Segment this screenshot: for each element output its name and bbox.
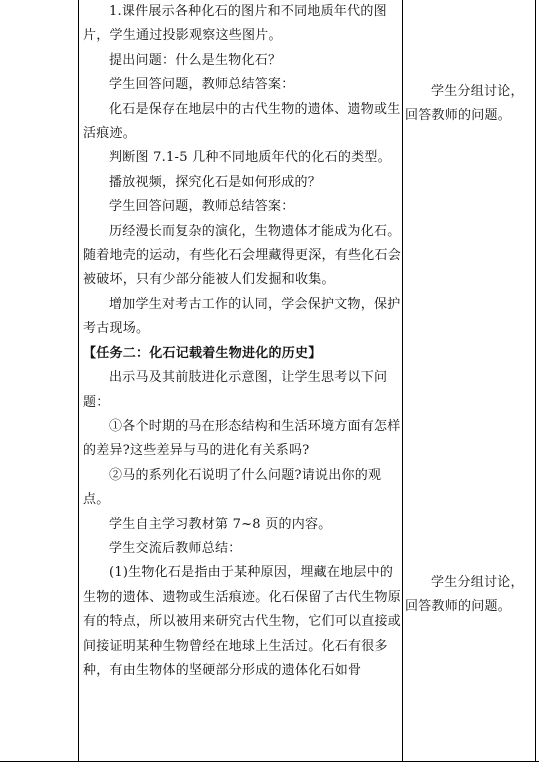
table-border-middle	[402, 0, 403, 762]
lesson-content-column	[83, 0, 401, 683]
lesson-paragraph: ②马的系列化石说明了什么问题?请说出你的观点。	[83, 467, 382, 508]
lesson-paragraph: (1)生物化石是指由于某种原因，埋藏在地层中的生物的遗体、遗物或生活痕迹。化石保留了古代生物原有的特点，所以被用来研究古代生物，它们可以直接或间接证明某种生物曾经在地球上生活过。化石有很多种，有由生物体的坚硬部分形成的遗体化石如骨	[83, 565, 402, 678]
table-border-left	[78, 0, 79, 762]
lesson-paragraph: 学生自主学习教材第 7~8 页的内容。	[109, 516, 332, 532]
lesson-paragraph: 学生交流后教师总结：	[109, 540, 242, 556]
lesson-paragraph: 1.课件展示各种化石的图片和不同地质年代的图片，学生通过投影观察这些图片。	[83, 4, 387, 44]
student-activity-text: 学生分组讨论，回答教师的问题。	[405, 575, 524, 615]
student-activity-note-1	[405, 80, 533, 129]
lesson-paragraph: 学生回答问题，教师总结答案：	[109, 199, 295, 215]
lesson-paragraph: 增加学生对考古工作的认同，学会保护文物，保护考古现场。	[83, 296, 401, 337]
section-heading: 【任务二：化石记载着生物进化的历史】	[83, 345, 322, 361]
paragraph-list	[83, 0, 401, 683]
lesson-paragraph: 播放视频，探究化石是如何形成的？	[109, 174, 322, 190]
lesson-paragraph: 历经漫长而复杂的演化，生物遗体才能成为化石。随着地壳的运动，有些化石会埋藏得更深，有些化石会被破坏，只有少部分能被人们发掘和收集。	[83, 223, 402, 288]
table-border-right	[535, 0, 536, 762]
lesson-paragraph: 化石是保存在地层中的古代生物的遗体、遗物或生活痕迹。	[83, 101, 401, 142]
lesson-paragraph: ①各个时期的马在形态结构和生活环境方面有怎样的差异?这些差异与马的进化有关系吗?	[83, 418, 401, 459]
student-activity-note-2	[405, 571, 533, 620]
lesson-paragraph: 出示马及其前肢进化示意图，让学生思考以下问题：	[83, 370, 388, 410]
lesson-paragraph: 判断图 7.1-5 几种不同地质年代的化石的类型。	[109, 150, 391, 166]
lesson-paragraph: 提出问题：什么是生物化石？	[109, 52, 282, 68]
student-activity-text: 学生分组讨论，回答教师的问题。	[405, 84, 524, 124]
lesson-paragraph: 学生回答问题，教师总结答案：	[109, 77, 295, 93]
